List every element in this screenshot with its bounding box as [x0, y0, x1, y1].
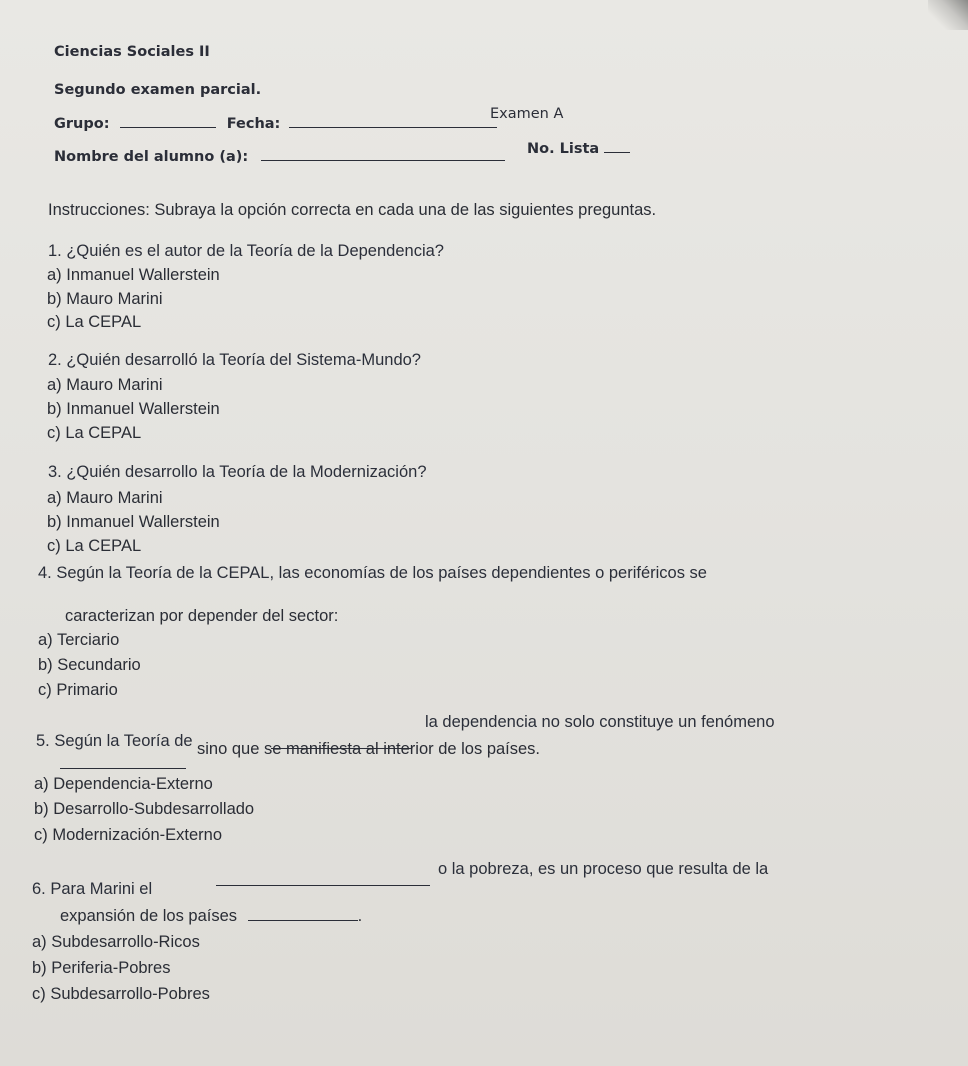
question-6-part-a: 6. Para Marini el [32, 880, 153, 898]
question-6-line-1-rest [438, 859, 912, 879]
fecha-label: Fecha: [226, 116, 281, 132]
q4-option-c[interactable]: c) Primario [38, 681, 118, 699]
question-6-line-2 [60, 906, 362, 926]
q1-option-c[interactable]: c) La CEPAL [47, 313, 142, 331]
q1-option-b[interactable]: b) Mauro Marini [47, 290, 163, 308]
q6-option-c[interactable]: c) Subdesarrollo-Pobres [32, 985, 210, 1003]
q5-option-a[interactable]: a) Dependencia-Externo [34, 775, 213, 793]
exam-title: Segundo examen parcial. [54, 82, 262, 98]
q1-option-a[interactable]: a) Inmanuel Wallerstein [47, 266, 220, 284]
question-4-line-1 [38, 563, 882, 583]
instructions: Instrucciones: Subraya la opción correcta en cada una de las siguientes preguntas. [48, 201, 657, 219]
q2-option-a[interactable]: a) Mauro Marini [47, 376, 163, 394]
fecha-field[interactable] [289, 115, 497, 128]
exam-version: Examen A [490, 106, 564, 122]
q6-blank-1[interactable] [216, 873, 430, 886]
q3-option-c[interactable]: c) La CEPAL [47, 537, 142, 555]
q5-option-c[interactable]: c) Modernización-Externo [34, 826, 222, 844]
q4-option-a[interactable]: a) Terciario [38, 631, 120, 649]
lista-field[interactable] [604, 140, 630, 153]
subject-title: Ciencias Sociales II [54, 44, 210, 60]
grupo-field[interactable] [120, 115, 216, 128]
question-5-line-2: sino que se manifiesta al interior de los países. [197, 740, 541, 758]
question-6-period: . [357, 907, 363, 925]
q5-blank-2[interactable] [60, 756, 186, 769]
question-2: 2. ¿Quién desarrolló la Teoría del Sistema-Mundo? [48, 351, 421, 369]
question-4-line-2: caracterizan por depender del sector: [65, 607, 339, 625]
grupo-label: Grupo: [54, 116, 110, 132]
nombre-label: Nombre del alumno (a): [54, 149, 249, 165]
q3-option-a[interactable]: a) Mauro Marini [47, 489, 163, 507]
q6-blank-2[interactable] [248, 908, 358, 921]
nombre-field[interactable] [261, 148, 505, 161]
q6-option-b[interactable]: b) Periferia-Pobres [32, 959, 171, 977]
q2-option-b[interactable]: b) Inmanuel Wallerstein [47, 400, 220, 418]
question-5-part-b: la dependencia no solo constituye un fenómeno [425, 713, 775, 731]
question-4-text: 4. Según la Teoría de la CEPAL, las economías de los países dependientes o periféricos se [38, 564, 707, 582]
question-3: 3. ¿Quién desarrollo la Teoría de la Modernización? [48, 463, 427, 481]
q6-option-a[interactable]: a) Subdesarrollo-Ricos [32, 933, 200, 951]
q2-option-c[interactable]: c) La CEPAL [47, 424, 142, 442]
question-5-line-1-rest [425, 712, 897, 732]
q3-option-b[interactable]: b) Inmanuel Wallerstein [47, 513, 220, 531]
nombre-row [54, 146, 505, 167]
question-6-line-2-text: expansión de los países [60, 907, 238, 925]
question-5-part-a: 5. Según la Teoría de [36, 732, 193, 750]
lista-row [527, 138, 630, 159]
q4-option-b[interactable]: b) Secundario [38, 656, 141, 674]
page-corner-shadow [928, 0, 968, 30]
q5-option-b[interactable]: b) Desarrollo-Subdesarrollado [34, 800, 255, 818]
question-1: 1. ¿Quién es el autor de la Teoría de la Dependencia? [48, 242, 444, 260]
question-6-part-b: o la pobreza, es un proceso que resulta de la [438, 860, 769, 878]
grupo-fecha-row [54, 113, 497, 134]
lista-label: No. Lista [527, 141, 600, 157]
